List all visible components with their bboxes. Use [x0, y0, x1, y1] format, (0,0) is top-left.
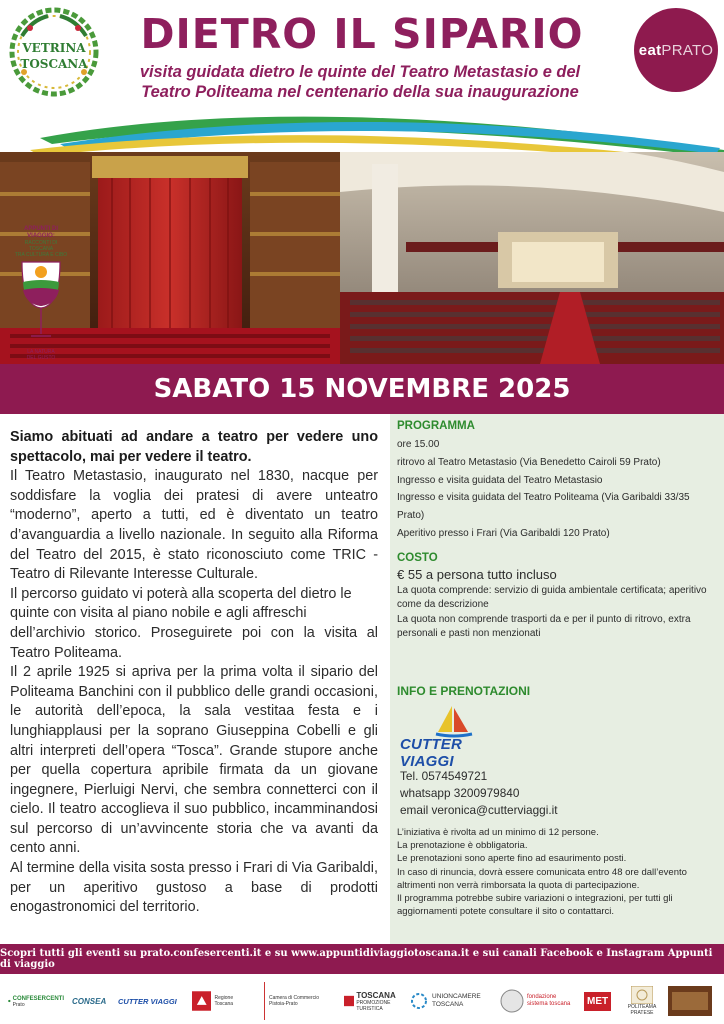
costo-heading: COSTO [397, 552, 438, 564]
subtitle-line-2: Teatro Politeama nel centenario della sua inaugurazione [141, 83, 579, 101]
toscana-text: TOSCANA [356, 990, 396, 1000]
programma-heading: PROGRAMMA [397, 420, 475, 432]
programma-list [397, 436, 717, 543]
badge-footer-line-2: DEL GUSTO [26, 355, 56, 361]
note-item: La prenotazione è obbligatoria. [397, 840, 528, 852]
info-panel [390, 414, 724, 944]
politeama-line-2: PRATESE [630, 1010, 654, 1016]
pegasus-icon [192, 991, 211, 1011]
consea-logo [72, 982, 116, 1020]
paragraph-percorso-b: dell’archivio storico. Proseguirete poi con la visita al Teatro Politeama. [10, 624, 378, 661]
logo-toscana-text: TOSCANA [20, 57, 88, 71]
badge-subtitle-line-2: TRA CULTURA E CIBO [14, 252, 68, 258]
note-item: Il programma potrebbe subire variazioni o integrazioni, per tutti gli aggiornamenti potete consultare il sito o contattarci. [397, 893, 673, 918]
note-item: In caso di rinuncia, dovrà essere comunicata entro 48 ore dall’evento altrimenti non verrà rimborsata la quota di partecipazione. [397, 866, 687, 891]
price-includes: La quota comprende: servizio di guida ambientale certificata; aperitivo come da descrizione [397, 585, 707, 610]
appunti-di-viaggio-badge [14, 226, 68, 361]
badge-title: APPUNTI DI VIAGGIO: [23, 226, 58, 239]
notes [397, 826, 721, 918]
sponsor-logos [0, 982, 724, 1020]
cutter-viaggi-sponsor-logo [118, 982, 184, 1020]
footer-banner-text[interactable]: Scopri tutti gli eventi su prato.confesercenti.it e su www.appuntidiviaggiotoscana.it e sui canali Facebook e Instagram Appunti di viaggio [0, 948, 713, 970]
logo-vetrina-text: VETRINA [22, 41, 86, 55]
camera-line-1: Camera di Commercio [269, 995, 320, 1001]
page-title: DIETRO IL SIPARIO [140, 10, 584, 58]
cutter-viaggi-text: CUTTER VIAGGI [400, 736, 463, 770]
contacts [400, 768, 558, 819]
toscana-icon [344, 994, 354, 1008]
programma-item: Ingresso e visita guidata del Teatro Politeama (Via Garibaldi 33/35 Prato) [397, 492, 690, 522]
email-address[interactable]: email veronica@cutterviaggi.it [400, 803, 558, 817]
confesercenti-text: CONFESERCENTI [12, 995, 64, 1002]
unioncamere-line-2: TOSCANA [432, 1001, 464, 1008]
confesercenti-icon [8, 993, 11, 1009]
toscana-sub: PROMOZIONE TURISTICA [356, 999, 391, 1012]
camera-commercio-logo [264, 982, 334, 1020]
date-banner [0, 364, 724, 414]
programma-item: Aperitivo presso i Frari (Via Garibaldi 120 Prato) [397, 527, 610, 539]
fondazione-line-1: fondazione [527, 994, 557, 1000]
theatre-interior-illustration [0, 152, 724, 364]
paragraph-metastasio: Il Teatro Metastasio, inaugurato nel 1830, nacque per soddisfare la voglia dei pratesi di avere unteatro “moderno”, aperto a tutti, ed è diventato un teatro d’avanguardia a livello nazionale. In seguito alla Riforma del Teatro del 2015, è stato riconosciuto come TRIC - Teatro di Rilevante Interesse Culturale. [10, 468, 378, 583]
fondazione-sistema-toscana-logo [500, 982, 580, 1020]
description-column [10, 428, 378, 918]
eat-prato-logo [634, 8, 718, 92]
subtitle-line-1: visita guidata dietro le quinte del Teatro Metastasio e del [139, 63, 581, 81]
consea-text: CONSEA [72, 996, 107, 1006]
eat-logo-part2: PRATO [661, 41, 714, 59]
price-text: € 55 a persona tutto incluso [397, 567, 557, 582]
programma-section [397, 420, 717, 543]
camera-line-2: Pistoia-Prato [269, 1001, 298, 1007]
cutter-viaggi-logo [400, 704, 520, 770]
unioncamere-line-1: UNIONCAMERE [432, 993, 481, 1000]
phone-number[interactable]: Tel. 0574549721 [400, 769, 488, 783]
frari-logo [668, 982, 716, 1020]
paragraph-percorso-a: Il percorso guidato vi poterà alla scoperta del dietro le quinte con visita al piano nobile e agli affreschi [10, 585, 352, 622]
badge-footer-line-1: LA NATURA [27, 349, 55, 355]
header [0, 0, 724, 150]
politeama-icon [631, 986, 653, 1004]
price-excludes: La quota non comprende trasporti da e per il punto di ritrovo, extra personali e pasti non menzionati [397, 614, 691, 639]
badge-subtitle-line-1: RACCONTI DI TOSCANA [24, 240, 58, 252]
info-section [397, 684, 717, 698]
lead-paragraph: Siamo abituati ad andare a teatro per vedere uno spettacolo, mai per vedere il teatro. [10, 429, 378, 465]
eat-logo-part1: eat [638, 41, 662, 59]
costo-section [397, 552, 717, 640]
toscana-promozione-logo [344, 982, 402, 1020]
confesercenti-logo [8, 982, 64, 1020]
wine-glass-icon [14, 258, 68, 342]
programma-item: ore 15.00 [397, 439, 440, 450]
note-item: L’iniziativa è rivolta ad un minimo di 12 persone. [397, 827, 599, 838]
paragraph-aperitivo: Al termine della visita sosta presso i Frari di Via Garibaldi, per un aperitivo gustoso a base di prodotti enogastronomici del territorio. [10, 860, 378, 916]
programma-item: Ingresso e visita guidata del Teatro Metastasio [397, 474, 603, 486]
sailboat-icon [434, 704, 474, 738]
confesercenti-sub: Prato [12, 1001, 25, 1008]
note-item: Le prenotazioni sono aperte fino ad esaurimento posti. [397, 853, 627, 865]
theatre-photo [0, 152, 724, 364]
met-logo [584, 982, 618, 1020]
vetrina-toscana-logo [8, 6, 100, 98]
globe-icon [500, 989, 524, 1013]
whatsapp-number[interactable]: whatsapp 3200979840 [400, 786, 520, 800]
politeama-line-1: POLITEAMA [627, 1004, 657, 1010]
page-subtitle [100, 62, 620, 102]
fondazione-line-2: sistema toscana [527, 1001, 571, 1007]
unioncamere-icon [410, 992, 428, 1010]
frari-photo-icon [668, 986, 712, 1016]
regione-toscana-logo [192, 982, 252, 1020]
politeama-pratese-logo [624, 982, 660, 1020]
met-text: MET [584, 992, 611, 1011]
cutter-sponsor-text: CUTTER VIAGGI [118, 996, 177, 1006]
paragraph-politeama: Il 2 aprile 1925 si apriva per la prima volta il sipario del Politeama Banchini con il pubblico delle grandi occasioni, le autorità dell’epoca, la sala vestitaa festa e i lunghiapplausi per la soprano Giuseppina Cobelli e gli altri interpreti dell’opera “Tosca”. Grande stupore anche per quella copertura apribile firmata da un giovane ingegnere, Pierluigi Nervi, che sembra connetterci con il cielo. Il teatro accoglieva il suo pubblico, incamminandosi sul percorso di un’avvincente storia che va avanti da cento anni. [10, 664, 378, 857]
info-heading: INFO E PRENOTAZIONI [397, 684, 531, 698]
regione-text: Regione Toscana [214, 995, 234, 1007]
programma-item: ritrovo al Teatro Metastasio (Via Benedetto Cairoli 59 Prato) [397, 456, 661, 468]
event-date: SABATO 15 NOVEMBRE 2025 [153, 374, 571, 404]
footer-banner [0, 944, 724, 974]
unioncamere-logo [410, 982, 494, 1020]
